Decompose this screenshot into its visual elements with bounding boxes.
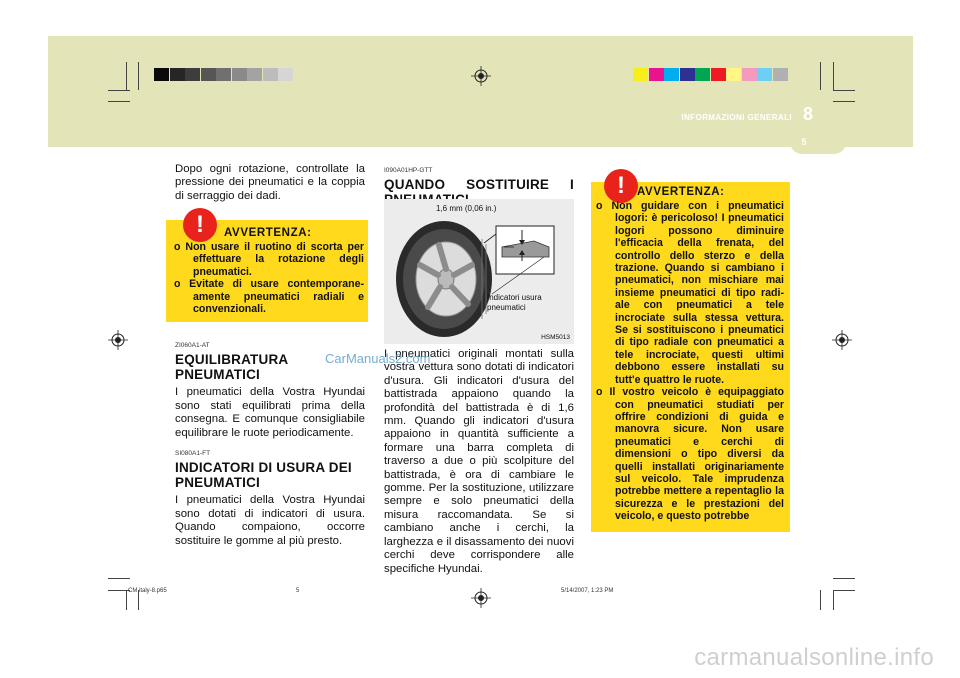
chapter-number: 8 bbox=[802, 104, 813, 124]
calibration-swatch bbox=[216, 68, 231, 81]
wear-section bbox=[175, 447, 365, 548]
calibration-swatch bbox=[773, 68, 788, 81]
measure-label: 1,6 mm (0,06 in.) bbox=[436, 204, 497, 213]
warning-list bbox=[174, 241, 364, 315]
calibration-swatch bbox=[726, 68, 741, 81]
section-body: I pneumatici della Vostra Hyundai sono dotati di indicatori di usura. Quando compaiono, occorre sostituire le gomme al più presto. bbox=[175, 494, 365, 547]
warning-exclamation-icon: ! bbox=[183, 208, 217, 242]
calibration-swatch bbox=[680, 68, 695, 81]
page-number: 5 bbox=[801, 137, 807, 147]
calibration-swatch bbox=[154, 68, 169, 81]
warning-title: AVVERTENZA: bbox=[224, 227, 312, 239]
warning-item: o Non usare il ruotino di scorta per effettuare la rotazione degli pneumatici. bbox=[174, 241, 364, 278]
calibration-swatch bbox=[201, 68, 216, 81]
replace-body bbox=[384, 348, 574, 576]
tire-illustration bbox=[384, 199, 574, 344]
section-heading: QUANDO SOSTITUIRE I bbox=[384, 177, 574, 193]
calibration-swatch bbox=[757, 68, 772, 81]
watermark-overlay: CarManuals2.com bbox=[325, 351, 431, 366]
calibration-swatch bbox=[649, 68, 664, 81]
calibration-swatch bbox=[742, 68, 757, 81]
calibration-swatch bbox=[695, 68, 710, 81]
header-band bbox=[48, 36, 913, 147]
section-code: ZI060A1-AT bbox=[175, 342, 210, 349]
tire-wear-figure bbox=[384, 199, 574, 344]
calibration-swatch bbox=[247, 68, 262, 81]
registration-mark-icon bbox=[471, 588, 491, 608]
warning-title: AVVERTENZA: bbox=[637, 186, 725, 198]
left-intro bbox=[175, 163, 365, 203]
indicator-label: Indicatori usura pneumatici bbox=[487, 293, 542, 312]
section-body: I pneumatici originali montati sulla vostra vettura sono dotati di indicatori d'usura. Gli indicatori d'usura del battistrada appaiono quando la profondità del battistrada è di 1,6 mm. Quando gli indicatori d'usura appaiono in quantità sufficiente a formare una barra completa di traverso a due o più scolpiture del battistrada, è ora di cambiare le gomme. Per la sostituzione, utilizzare sempre e solo pneumatici della misura raccomandata. Se si cambiano anche i cerchi, la larghezza e il disassamento dei nuovi cerchi deve corrispondere alle specifiche Hyundai. bbox=[384, 348, 574, 575]
calibration-swatch bbox=[664, 68, 679, 81]
footer-date: 5/14/2007, 1:23 PM bbox=[561, 588, 614, 594]
section-body: I pneumatici della Vostra Hyundai sono stati equilibrati prima della consegna. E comunque consigliabile equilibrare le ruote periodicamente. bbox=[175, 386, 365, 439]
registration-mark-icon bbox=[471, 66, 491, 86]
warning-item: o Evitate di usare contemporane-amente pneumatici radiali e convenzionali. bbox=[174, 278, 364, 316]
calibration-swatch bbox=[278, 68, 293, 81]
section-heading: EQUILIBRATURA PNEUMATICI bbox=[175, 352, 288, 382]
left-warning-box bbox=[166, 211, 368, 322]
calibration-swatch bbox=[263, 68, 278, 81]
warning-list bbox=[596, 200, 784, 523]
section-title: INFORMAZIONI GENERALI bbox=[681, 113, 792, 122]
calibration-swatch bbox=[633, 68, 648, 81]
section-code: I090A01HP-GTT bbox=[384, 167, 433, 174]
section-heading: INDICATORI DI USURA DEI PNEUMATICI bbox=[175, 460, 352, 490]
calibration-swatch bbox=[232, 68, 247, 81]
calibration-swatch bbox=[170, 68, 185, 81]
calibration-swatch bbox=[185, 68, 200, 81]
footer-page: 5 bbox=[296, 588, 300, 594]
calibration-swatch bbox=[711, 68, 726, 81]
bottom-watermark: carmanualsonline.info bbox=[694, 644, 934, 671]
warning-item: o Il vostro veicolo è equipaggiato con pneumatici studiati per offrire condizioni di guida e manovra sicure. Non usare pneumatici e cerchi di dimensioni o tipo diversi da quelli installati originariamente sul veicolo. Tale imprudenza potrebbe mettere a repentaglio la sicurezza e le prestazioni del veicolo, e questo potrebbe bbox=[596, 386, 784, 523]
section-code: SI080A1-FT bbox=[175, 450, 211, 457]
warning-item: o Non guidare con i pneumatici logori: è pericoloso! I pneumatici logori possono diminuire l'efficacia della frenata, del controllo dello sterzo e della trazione. Quando si cambiano i pneumatici, non mischiare mai insieme pneumatici di tipo radi-ale con pneumatici a tele incrociate sulla stessa vettura. Se si sostituiscono i pneumatici di tipo radiale con pneumatici a tele incrociate, questi ultimi debbono essere installati su tutt'e quattro le ruote. bbox=[596, 200, 784, 386]
intro-text: Dopo ogni rotazione, controllate la pressione dei pneumatici e la coppia di serraggio dei dadi. bbox=[175, 163, 365, 202]
footer-file: CM italy-8.p65 bbox=[128, 588, 167, 594]
registration-mark-icon bbox=[108, 330, 128, 350]
registration-mark-icon bbox=[832, 330, 852, 350]
figure-code: HSM5013 bbox=[541, 334, 570, 341]
warning-exclamation-icon: ! bbox=[604, 169, 638, 203]
right-warning-box bbox=[591, 172, 790, 532]
